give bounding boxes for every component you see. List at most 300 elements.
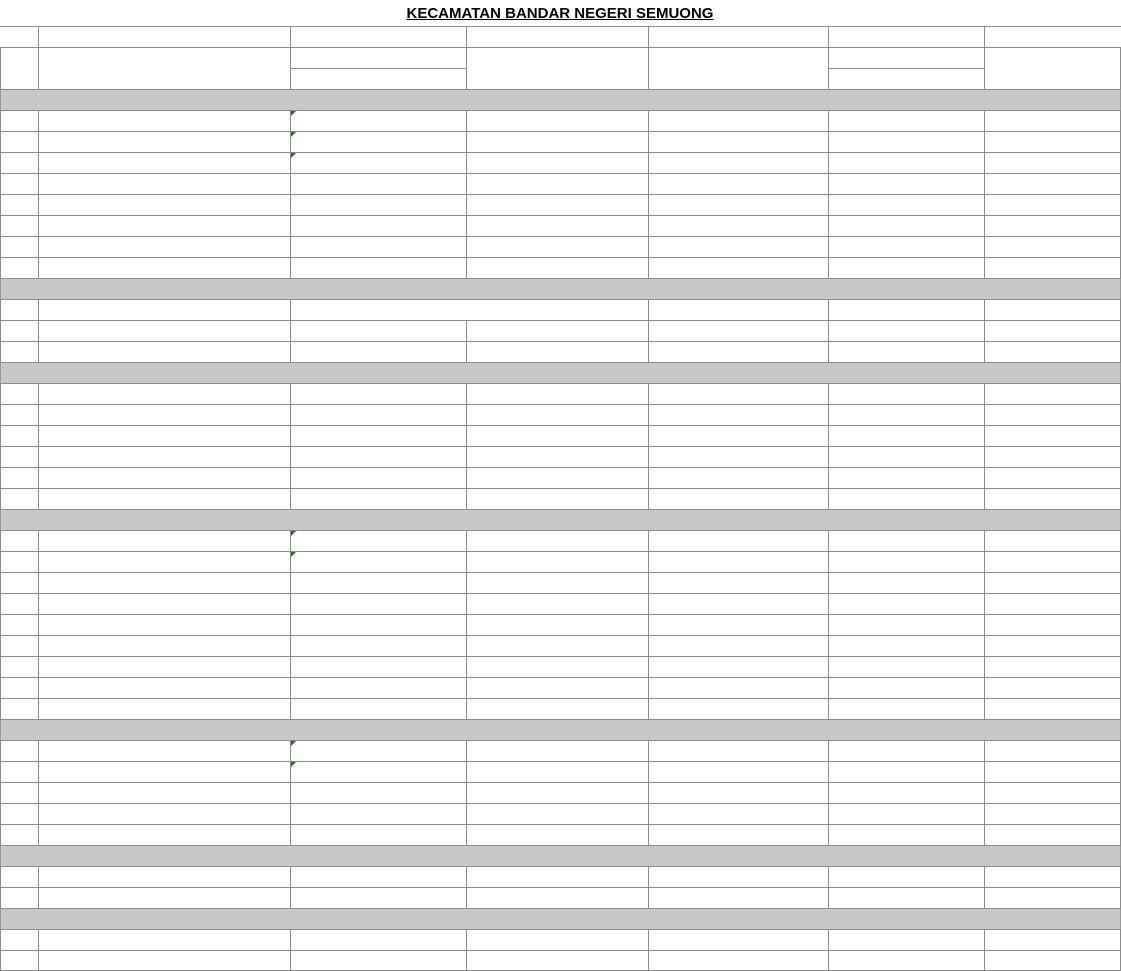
grid-line bbox=[648, 194, 649, 215]
collector-cell[interactable] bbox=[466, 656, 648, 677]
grid-line bbox=[466, 446, 467, 467]
phone-cell[interactable] bbox=[290, 110, 466, 131]
collector-cell[interactable] bbox=[466, 824, 648, 845]
phone-cell[interactable] bbox=[290, 929, 466, 950]
grid-line bbox=[0, 257, 1, 278]
grid-line bbox=[290, 68, 466, 69]
name-cell[interactable] bbox=[38, 656, 290, 677]
signature-cell[interactable] bbox=[828, 929, 984, 950]
phone-cell[interactable] bbox=[290, 782, 466, 803]
notes-cell[interactable] bbox=[984, 236, 1121, 257]
date-time-cell[interactable] bbox=[648, 866, 828, 887]
grid-line bbox=[984, 866, 985, 887]
report-date bbox=[828, 26, 1121, 47]
grid-line bbox=[38, 152, 39, 173]
row-number bbox=[0, 614, 38, 635]
phone-cell[interactable] bbox=[290, 740, 466, 761]
notes-cell[interactable] bbox=[984, 656, 1121, 677]
collector-cell[interactable] bbox=[466, 677, 648, 698]
date-time-cell[interactable] bbox=[648, 887, 828, 908]
date-time-cell[interactable] bbox=[648, 446, 828, 467]
date-time-cell[interactable] bbox=[648, 572, 828, 593]
notes-cell[interactable] bbox=[984, 803, 1121, 824]
grid-line bbox=[0, 89, 1121, 90]
grid-line bbox=[828, 593, 829, 614]
notes-cell[interactable] bbox=[984, 572, 1121, 593]
date-time-cell[interactable] bbox=[648, 761, 828, 782]
name-cell[interactable] bbox=[38, 866, 290, 887]
notes-cell[interactable] bbox=[984, 131, 1121, 152]
name-cell[interactable] bbox=[38, 488, 290, 509]
phone-cell[interactable] bbox=[290, 614, 466, 635]
date-time-cell[interactable] bbox=[648, 404, 828, 425]
row-number bbox=[0, 320, 38, 341]
collector-cell[interactable] bbox=[466, 866, 648, 887]
name-cell[interactable] bbox=[38, 404, 290, 425]
collector-cell[interactable] bbox=[466, 635, 648, 656]
grid-line bbox=[38, 47, 39, 89]
phone-cell[interactable] bbox=[290, 530, 466, 551]
signature-cell[interactable] bbox=[828, 740, 984, 761]
notes-cell[interactable] bbox=[984, 593, 1121, 614]
name-cell[interactable] bbox=[38, 698, 290, 719]
name-cell[interactable] bbox=[38, 194, 290, 215]
date-time-cell[interactable] bbox=[648, 698, 828, 719]
grid-line bbox=[466, 383, 467, 404]
row-number bbox=[0, 488, 38, 509]
grid-line bbox=[466, 614, 467, 635]
grid-line bbox=[648, 467, 649, 488]
name-cell[interactable] bbox=[38, 320, 290, 341]
grid-line bbox=[290, 551, 291, 572]
collector-cell[interactable] bbox=[466, 236, 648, 257]
signature-cell[interactable] bbox=[828, 572, 984, 593]
grid-line bbox=[648, 341, 649, 362]
signature-cell[interactable] bbox=[828, 131, 984, 152]
col-header-penerima bbox=[828, 68, 984, 89]
date-time-cell[interactable] bbox=[648, 110, 828, 131]
row-number bbox=[0, 950, 38, 971]
date-time-cell[interactable] bbox=[648, 215, 828, 236]
name-cell[interactable] bbox=[38, 824, 290, 845]
notes-cell[interactable] bbox=[984, 824, 1121, 845]
date-time-cell[interactable] bbox=[648, 425, 828, 446]
notes-cell[interactable] bbox=[984, 194, 1121, 215]
grid-line bbox=[0, 509, 1121, 510]
name-cell[interactable] bbox=[38, 782, 290, 803]
date-time-cell[interactable] bbox=[648, 194, 828, 215]
phone-cell[interactable] bbox=[290, 446, 466, 467]
grid-line bbox=[984, 404, 985, 425]
name-cell[interactable] bbox=[38, 950, 290, 971]
signature-cell[interactable] bbox=[828, 257, 984, 278]
grid-line bbox=[38, 740, 39, 761]
signature-cell[interactable] bbox=[828, 425, 984, 446]
signature-cell[interactable] bbox=[828, 341, 984, 362]
name-cell[interactable] bbox=[38, 446, 290, 467]
signature-cell[interactable] bbox=[828, 593, 984, 614]
notes-cell[interactable] bbox=[984, 341, 1121, 362]
grid-line bbox=[290, 866, 291, 887]
grid-line bbox=[828, 614, 829, 635]
name-cell[interactable] bbox=[38, 152, 290, 173]
collector-cell[interactable] bbox=[466, 740, 648, 761]
phone-cell[interactable] bbox=[290, 677, 466, 698]
collector-cell[interactable] bbox=[466, 488, 648, 509]
collector-cell[interactable] bbox=[466, 467, 648, 488]
collector-cell[interactable] bbox=[466, 131, 648, 152]
phone-cell[interactable] bbox=[290, 215, 466, 236]
section-title bbox=[0, 719, 1121, 740]
signature-cell[interactable] bbox=[828, 677, 984, 698]
grid-line bbox=[0, 194, 1, 215]
date-time-cell[interactable] bbox=[648, 740, 828, 761]
signature-cell[interactable] bbox=[828, 803, 984, 824]
notes-cell[interactable] bbox=[984, 782, 1121, 803]
collector-cell[interactable] bbox=[466, 572, 648, 593]
phone-cell[interactable] bbox=[290, 383, 466, 404]
notes-cell[interactable] bbox=[984, 215, 1121, 236]
date-time-cell[interactable] bbox=[648, 488, 828, 509]
grid-line bbox=[290, 131, 291, 152]
grid-line bbox=[38, 698, 39, 719]
collector-cell[interactable] bbox=[466, 593, 648, 614]
signature-cell[interactable] bbox=[828, 698, 984, 719]
grid-line bbox=[0, 47, 1121, 48]
signature-cell[interactable] bbox=[828, 551, 984, 572]
row-number bbox=[0, 194, 38, 215]
section-title bbox=[0, 845, 1121, 866]
phone-cell[interactable] bbox=[290, 887, 466, 908]
phone-cell[interactable] bbox=[290, 236, 466, 257]
signature-cell[interactable] bbox=[828, 215, 984, 236]
grid-line bbox=[648, 425, 649, 446]
phone-cell[interactable] bbox=[290, 950, 466, 971]
phone-cell[interactable] bbox=[290, 341, 466, 362]
notes-cell[interactable] bbox=[984, 761, 1121, 782]
collector-cell[interactable] bbox=[466, 530, 648, 551]
grid-line bbox=[466, 803, 467, 824]
signature-cell[interactable] bbox=[828, 950, 984, 971]
signature-cell[interactable] bbox=[828, 236, 984, 257]
grid-line bbox=[648, 47, 649, 89]
grid-line bbox=[466, 761, 467, 782]
collector-cell[interactable] bbox=[466, 950, 648, 971]
date-time-cell[interactable] bbox=[648, 635, 828, 656]
grid-line bbox=[984, 635, 985, 656]
notes-cell[interactable] bbox=[984, 698, 1121, 719]
grid-line bbox=[466, 26, 467, 47]
phone-cell[interactable] bbox=[290, 824, 466, 845]
grid-line bbox=[290, 740, 291, 761]
name-cell[interactable] bbox=[38, 236, 290, 257]
collector-cell[interactable] bbox=[466, 782, 648, 803]
date-time-cell[interactable] bbox=[648, 257, 828, 278]
grid-line bbox=[648, 635, 649, 656]
grid-line bbox=[290, 761, 291, 782]
phone-cell[interactable] bbox=[290, 656, 466, 677]
collector-cell[interactable] bbox=[466, 425, 648, 446]
date-time-cell[interactable] bbox=[648, 236, 828, 257]
collector-cell[interactable] bbox=[466, 341, 648, 362]
grid-line bbox=[466, 551, 467, 572]
name-cell[interactable] bbox=[38, 929, 290, 950]
signature-cell[interactable] bbox=[828, 110, 984, 131]
grid-line bbox=[984, 446, 985, 467]
notes-cell[interactable] bbox=[984, 866, 1121, 887]
grid-line bbox=[0, 866, 1, 887]
grid-line bbox=[984, 131, 985, 152]
grid-line bbox=[290, 593, 291, 614]
name-cell[interactable] bbox=[38, 467, 290, 488]
date-time-cell[interactable] bbox=[648, 593, 828, 614]
name-cell[interactable] bbox=[38, 803, 290, 824]
signature-cell[interactable] bbox=[828, 635, 984, 656]
date-time-cell[interactable] bbox=[648, 803, 828, 824]
grid-line bbox=[984, 761, 985, 782]
phone-cell[interactable] bbox=[290, 803, 466, 824]
signature-cell[interactable] bbox=[828, 383, 984, 404]
notes-cell[interactable] bbox=[984, 173, 1121, 194]
grid-line bbox=[648, 110, 649, 131]
signature-cell[interactable] bbox=[828, 656, 984, 677]
collector-cell[interactable] bbox=[466, 110, 648, 131]
phone-cell[interactable] bbox=[290, 425, 466, 446]
signature-cell[interactable] bbox=[828, 824, 984, 845]
notes-cell[interactable] bbox=[984, 320, 1121, 341]
grid-line bbox=[648, 551, 649, 572]
date-time-cell[interactable] bbox=[648, 929, 828, 950]
grid-line bbox=[38, 341, 39, 362]
notes-cell[interactable] bbox=[984, 551, 1121, 572]
phone-cell[interactable] bbox=[290, 572, 466, 593]
grid-line bbox=[466, 887, 467, 908]
grid-line bbox=[0, 299, 1, 320]
date-time-cell[interactable] bbox=[648, 173, 828, 194]
notes-cell[interactable] bbox=[984, 425, 1121, 446]
date-time-cell[interactable] bbox=[648, 320, 828, 341]
signature-cell[interactable] bbox=[828, 320, 984, 341]
phone-cell[interactable] bbox=[290, 152, 466, 173]
phone-cell[interactable] bbox=[290, 467, 466, 488]
grid-line bbox=[648, 950, 649, 971]
grid-line bbox=[466, 110, 467, 131]
grid-line bbox=[828, 677, 829, 698]
collector-cell[interactable] bbox=[466, 614, 648, 635]
notes-cell[interactable] bbox=[984, 929, 1121, 950]
grid-line bbox=[984, 320, 985, 341]
signature-cell[interactable] bbox=[828, 194, 984, 215]
date-time-cell[interactable] bbox=[648, 152, 828, 173]
collector-cell[interactable] bbox=[466, 446, 648, 467]
grid-line bbox=[984, 614, 985, 635]
phone-cell[interactable] bbox=[290, 173, 466, 194]
grid-line bbox=[984, 782, 985, 803]
grid-line bbox=[984, 698, 985, 719]
signature-cell[interactable] bbox=[828, 152, 984, 173]
collector-cell[interactable] bbox=[466, 257, 648, 278]
name-cell[interactable] bbox=[38, 740, 290, 761]
name-cell[interactable] bbox=[38, 572, 290, 593]
name-cell[interactable] bbox=[38, 677, 290, 698]
grid-line bbox=[0, 614, 1, 635]
phone-cell[interactable] bbox=[290, 320, 466, 341]
grid-line bbox=[828, 866, 829, 887]
phone-cell[interactable] bbox=[290, 635, 466, 656]
phone-cell[interactable] bbox=[290, 257, 466, 278]
signature-cell[interactable] bbox=[828, 467, 984, 488]
signature-cell[interactable] bbox=[828, 488, 984, 509]
date-time-cell[interactable] bbox=[648, 551, 828, 572]
row-number bbox=[0, 761, 38, 782]
collector-cell[interactable] bbox=[466, 803, 648, 824]
grid-line bbox=[648, 782, 649, 803]
notes-cell[interactable] bbox=[984, 740, 1121, 761]
date-time-cell[interactable] bbox=[648, 131, 828, 152]
phone-cell[interactable] bbox=[290, 488, 466, 509]
grid-line bbox=[466, 47, 467, 89]
name-cell[interactable] bbox=[38, 614, 290, 635]
signature-cell[interactable] bbox=[828, 866, 984, 887]
grid-line bbox=[984, 47, 985, 89]
notes-cell[interactable] bbox=[984, 677, 1121, 698]
grid-line bbox=[0, 215, 1, 236]
date-time-cell[interactable] bbox=[648, 530, 828, 551]
name-cell[interactable] bbox=[38, 887, 290, 908]
notes-cell[interactable] bbox=[984, 614, 1121, 635]
phone-cell[interactable] bbox=[290, 194, 466, 215]
grid-line bbox=[648, 257, 649, 278]
grid-line bbox=[648, 614, 649, 635]
grid-line bbox=[828, 341, 829, 362]
date-time-cell[interactable] bbox=[648, 614, 828, 635]
signature-cell[interactable] bbox=[828, 614, 984, 635]
name-cell[interactable] bbox=[38, 635, 290, 656]
grid-line bbox=[828, 215, 829, 236]
collector-cell[interactable] bbox=[466, 887, 648, 908]
grid-line bbox=[984, 740, 985, 761]
collector-cell[interactable] bbox=[466, 215, 648, 236]
collector-cell[interactable] bbox=[466, 152, 648, 173]
phone-cell[interactable] bbox=[290, 866, 466, 887]
grid-line bbox=[466, 194, 467, 215]
date-time-cell[interactable] bbox=[648, 341, 828, 362]
signature-cell[interactable] bbox=[828, 782, 984, 803]
grid-line bbox=[38, 551, 39, 572]
phone-cell[interactable] bbox=[290, 131, 466, 152]
name-cell[interactable] bbox=[38, 215, 290, 236]
notes-cell[interactable] bbox=[984, 152, 1121, 173]
grid-line bbox=[648, 593, 649, 614]
row-number bbox=[0, 803, 38, 824]
phone-cell[interactable] bbox=[290, 551, 466, 572]
grid-line bbox=[290, 488, 291, 509]
name-cell[interactable] bbox=[38, 257, 290, 278]
name-cell[interactable] bbox=[38, 761, 290, 782]
name-cell[interactable] bbox=[38, 530, 290, 551]
signature-cell[interactable] bbox=[828, 761, 984, 782]
collector-cell[interactable] bbox=[466, 383, 648, 404]
collector-cell[interactable] bbox=[466, 761, 648, 782]
name-cell[interactable] bbox=[38, 110, 290, 131]
date-time-cell[interactable] bbox=[648, 950, 828, 971]
notes-cell[interactable] bbox=[984, 530, 1121, 551]
name-cell[interactable] bbox=[38, 551, 290, 572]
phone-cell[interactable] bbox=[290, 404, 466, 425]
cell-comment-marker bbox=[291, 531, 296, 536]
notes-cell[interactable] bbox=[984, 404, 1121, 425]
row-number bbox=[0, 131, 38, 152]
collector-cell[interactable] bbox=[466, 194, 648, 215]
notes-cell[interactable] bbox=[984, 467, 1121, 488]
subheader-label bbox=[38, 299, 290, 320]
grid-line bbox=[0, 824, 1, 845]
grid-line bbox=[466, 530, 467, 551]
notes-cell[interactable] bbox=[984, 950, 1121, 971]
grid-line bbox=[0, 950, 1, 971]
section-title bbox=[0, 278, 1121, 299]
grid-line bbox=[828, 68, 984, 69]
phone-cell[interactable] bbox=[290, 761, 466, 782]
grid-line bbox=[466, 152, 467, 173]
notes-cell[interactable] bbox=[984, 635, 1121, 656]
notes-cell[interactable] bbox=[984, 110, 1121, 131]
grid-line bbox=[0, 425, 1, 446]
name-cell[interactable] bbox=[38, 425, 290, 446]
grid-line bbox=[38, 383, 39, 404]
signature-cell[interactable] bbox=[828, 530, 984, 551]
date-time-cell[interactable] bbox=[648, 656, 828, 677]
grid-line bbox=[0, 383, 1, 404]
date-time-cell[interactable] bbox=[648, 824, 828, 845]
grid-line bbox=[648, 803, 649, 824]
grid-line bbox=[290, 929, 291, 950]
grid-line bbox=[984, 299, 985, 320]
phone-cell[interactable] bbox=[290, 698, 466, 719]
phone-cell[interactable] bbox=[290, 593, 466, 614]
collector-cell[interactable] bbox=[466, 929, 648, 950]
collector-cell[interactable] bbox=[466, 173, 648, 194]
date-time-cell[interactable] bbox=[648, 383, 828, 404]
grid-line bbox=[290, 383, 291, 404]
grid-line bbox=[984, 467, 985, 488]
date-time-cell[interactable] bbox=[648, 677, 828, 698]
date-time-cell[interactable] bbox=[648, 782, 828, 803]
notes-cell[interactable] bbox=[984, 446, 1121, 467]
grid-line bbox=[290, 215, 291, 236]
date-time-cell[interactable] bbox=[648, 467, 828, 488]
grid-line bbox=[828, 467, 829, 488]
name-cell[interactable] bbox=[38, 593, 290, 614]
signature-cell[interactable] bbox=[828, 404, 984, 425]
notes-cell[interactable] bbox=[984, 383, 1121, 404]
collector-cell[interactable] bbox=[466, 551, 648, 572]
name-cell[interactable] bbox=[38, 383, 290, 404]
signature-cell[interactable] bbox=[828, 173, 984, 194]
name-cell[interactable] bbox=[38, 131, 290, 152]
signature-cell[interactable] bbox=[828, 446, 984, 467]
notes-cell[interactable] bbox=[984, 488, 1121, 509]
notes-cell[interactable] bbox=[984, 887, 1121, 908]
name-cell[interactable] bbox=[38, 341, 290, 362]
collector-cell[interactable] bbox=[466, 404, 648, 425]
grid-line bbox=[38, 194, 39, 215]
signature-cell[interactable] bbox=[828, 887, 984, 908]
collector-cell[interactable] bbox=[466, 320, 648, 341]
collector-cell[interactable] bbox=[466, 698, 648, 719]
notes-cell[interactable] bbox=[984, 257, 1121, 278]
name-cell[interactable] bbox=[38, 173, 290, 194]
